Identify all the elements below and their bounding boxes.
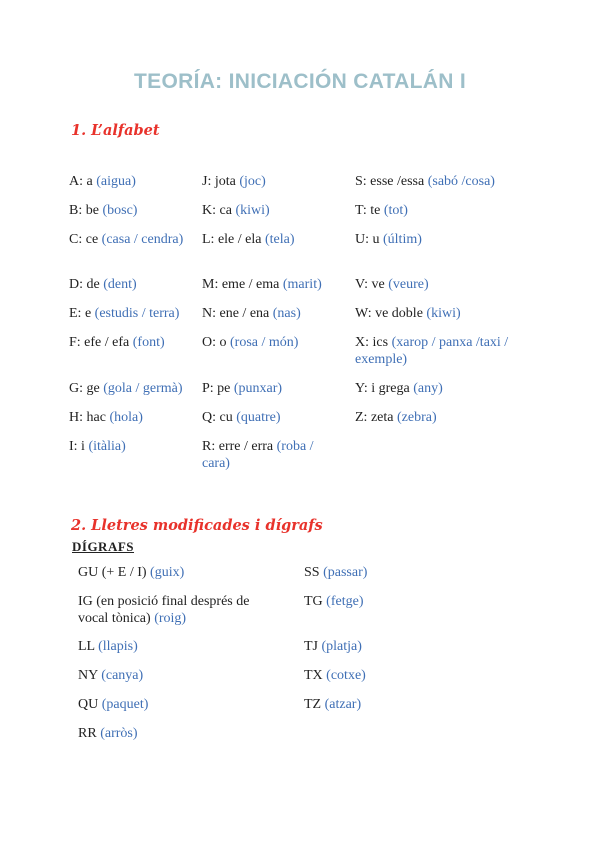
- alphabet-letter-e: E: e (estudis / terra): [69, 306, 180, 321]
- alphabet-letter-r: R: erre / erra (roba / cara): [202, 439, 314, 471]
- alphabet-letter-j: J: jota (joc): [202, 174, 266, 189]
- alphabet-letter-i: I: i (itàlia): [69, 439, 126, 454]
- alphabet-letter-l: L: ele / ela (tela): [202, 232, 295, 247]
- alphabet-letter-b: B: be (bosc): [69, 203, 138, 218]
- alphabet-letter-u: U: u (últim): [355, 232, 422, 247]
- section-heading-digraphs: 2. Lletres modificades i dígrafs: [71, 517, 323, 534]
- alphabet-letter-x: X: ics (xarop / panxa /taxi / exemple): [355, 335, 509, 367]
- digraph-rr: RR (arròs): [78, 726, 138, 741]
- digraph-ig: IG (en posició final després de vocal tònica) (roig): [78, 594, 250, 626]
- page-title: TEORÍA: INICIACIÓN CATALÁN I: [134, 70, 466, 93]
- alphabet-letter-y: Y: i grega (any): [355, 381, 443, 396]
- alphabet-letter-q: Q: cu (quatre): [202, 410, 281, 425]
- alphabet-letter-v: V: ve (veure): [355, 277, 429, 292]
- digraph-tx: TX (cotxe): [304, 668, 366, 683]
- digraph-ss: SS (passar): [304, 565, 368, 580]
- alphabet-letter-f: F: efe / efa (font): [69, 335, 165, 350]
- alphabet-letter-k: K: ca (kiwi): [202, 203, 270, 218]
- alphabet-letter-g: G: ge (gola / germà): [69, 381, 183, 396]
- digraph-tz: TZ (atzar): [304, 697, 362, 712]
- alphabet-letter-d: D: de (dent): [69, 277, 137, 292]
- digraph-tg: TG (fetge): [304, 594, 364, 609]
- alphabet-letter-t: T: te (tot): [355, 203, 408, 218]
- section-heading-alphabet: 1. L’alfabet: [71, 122, 160, 139]
- alphabet-letter-w: W: ve doble (kiwi): [355, 306, 461, 321]
- digraph-tj: TJ (platja): [304, 639, 362, 654]
- alphabet-letter-p: P: pe (punxar): [202, 381, 283, 396]
- digraph-qu: QU (paquet): [78, 697, 149, 712]
- subheading-digrafs: DÍGRAFS: [72, 539, 135, 554]
- alphabet-letter-h: H: hac (hola): [69, 410, 143, 425]
- alphabet-letter-s: S: esse /essa (sabó /cosa): [355, 174, 495, 189]
- digraph-gu: GU (+ E / I) (guix): [78, 565, 185, 580]
- digraph-ny: NY (canya): [78, 668, 144, 683]
- alphabet-letter-o: O: o (rosa / món): [202, 335, 299, 350]
- alphabet-letter-c: C: ce (casa / cendra): [69, 232, 184, 247]
- alphabet-letter-a: A: a (aigua): [69, 174, 136, 189]
- alphabet-letter-z: Z: zeta (zebra): [355, 410, 437, 425]
- digraph-ll: LL (llapis): [78, 639, 138, 654]
- alphabet-letter-n: N: ene / ena (nas): [202, 306, 301, 321]
- alphabet-letter-m: M: eme / ema (marit): [202, 277, 322, 292]
